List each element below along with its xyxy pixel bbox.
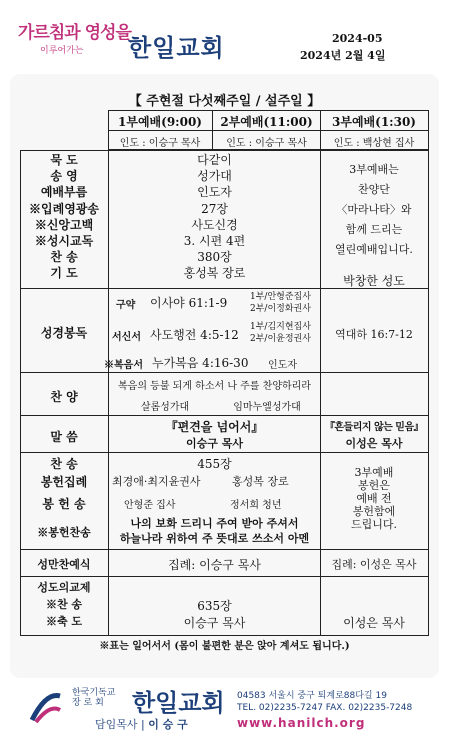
row-labels	[20, 152, 108, 282]
service-3-name: 3부예배(1:30)	[332, 115, 416, 129]
scripture-third: 역대하 16:7-12	[335, 328, 413, 341]
scripture-ep-tag: 서신서	[112, 332, 141, 343]
scripture-ot: 이사야 61:1-9	[150, 296, 228, 310]
sermon-preacher: 이승구 목사	[186, 437, 243, 450]
value-songyoung: 성가대	[197, 169, 232, 184]
communion-value: 집례: 이승구 목사	[168, 558, 261, 572]
label-mukdo: 묵 도	[50, 153, 78, 167]
value-responsive: 3. 시편 4편	[183, 234, 246, 249]
label-hymn3: ※찬 송	[45, 598, 83, 611]
anthem-title: 복음의 등불 되게 하소서 나 주를 찬양하리라	[118, 381, 311, 392]
label-fellowship: 성도의교제	[37, 581, 91, 594]
footer-denomination: 한국기독교 장 로 회	[72, 688, 116, 708]
label-songyoung: 송 영	[50, 169, 78, 184]
closing-labels	[20, 579, 108, 630]
label-responsive: ※성시교독	[34, 234, 94, 249]
label-call: 예배부름	[40, 185, 88, 200]
scripture-gospel-tag: ※복음서	[104, 360, 143, 371]
value-creed: 사도신경	[191, 217, 238, 232]
value-hymn1: 380장	[197, 250, 232, 265]
label-creed: ※신앙고백	[34, 217, 94, 232]
scripture-ot-readers: 1부/안형준집사 2부/이정화권사	[250, 292, 311, 314]
scripture-ep: 사도행전 4:5-12	[150, 328, 239, 342]
scripture-gospel: 누가복음 4:16-30	[152, 356, 249, 370]
offering-song-a: 안형준 집사	[124, 500, 176, 511]
third-service-note: 3부예배는 찬양단 〈마라나타〉와 함께 드리는 열린예배입니다.	[335, 163, 413, 256]
service-title: 【 주현절 다섯째주일 / 설주일 】	[128, 94, 321, 109]
closing-benediction: 이승구 목사	[183, 616, 246, 630]
sermon-third-preacher: 이성은 목사	[345, 437, 403, 450]
label-scripture: 성경봉독	[40, 326, 88, 340]
anthem-choir-2: 임마누엘성가대	[233, 402, 301, 413]
offering-song-b: 정서희 청년	[230, 500, 282, 511]
scripture-ep-readers: 1부/김지현집사 2부/이윤정권사	[250, 322, 311, 344]
offering-third-note: 3부예배 봉헌은 예배 전 봉헌함에 드립니다.	[350, 466, 397, 531]
footer-website-link[interactable]: www.hanilch.org	[237, 716, 366, 730]
label-communion: 성만찬예식	[37, 558, 91, 571]
hymn2-value: 455장	[197, 457, 232, 471]
label-offering-hymn: ※봉헌찬송	[37, 526, 91, 539]
service-3-lead: 인도 : 백상현 집사	[333, 138, 415, 149]
value-prayer: 홍성복 장로	[183, 266, 246, 281]
third-prayer: 박창한 성도	[343, 274, 405, 288]
footer-church-name: 한일교회	[132, 689, 225, 717]
standing-footnote: ※표는 일어서서 (몸이 불편한 분은 앉아 계셔도 됩니다.)	[99, 641, 350, 652]
label-offering-song: 봉 헌 송	[42, 497, 86, 511]
offering-labels	[20, 455, 108, 513]
offering-officiant-b: 홍성복 장로	[232, 475, 289, 488]
scripture-gospel-reader: 인도자	[268, 360, 297, 371]
communion-third: 집례: 이성은 목사	[331, 558, 417, 571]
footer-address: 04583 서울시 중구 퇴계로88다길 19	[237, 691, 387, 701]
label-benediction: ※축 도	[45, 615, 83, 628]
offering-officiant-a: 최경애·최지윤권사	[112, 475, 201, 488]
closing-third-benediction: 이성은 목사	[343, 616, 405, 630]
value-call: 인도자	[197, 185, 232, 200]
bulletin-date: 2024년 2월 4일	[300, 49, 386, 62]
row-values	[109, 152, 320, 282]
church-name-header: 한일교회	[128, 34, 225, 62]
service-1-name: 1부예배(9:00)	[118, 115, 202, 129]
label-prayer: 기 도	[50, 266, 78, 281]
label-anthem: 찬 양	[50, 390, 78, 404]
service-2-lead: 인도 : 이승구 목사	[226, 138, 307, 149]
label-sermon: 말 씀	[50, 430, 78, 444]
anthem-choir-1: 살롬성가대	[140, 402, 190, 413]
footer-pastor: 담임목사 | 이 승 구	[95, 718, 188, 731]
scripture-ot-tag: 구약	[116, 300, 136, 311]
label-offering-officiant: 봉헌집례	[40, 475, 88, 489]
label-doxology: ※입례영광송	[29, 201, 99, 216]
sermon-title: 『편견을 넘어서』	[165, 420, 264, 434]
service-1-lead: 인도 : 이승구 목사	[119, 138, 201, 149]
value-doxology: 27장	[201, 201, 228, 216]
slogan-sub: 이루어가는	[40, 46, 84, 56]
bulletin-number: 2024-05	[332, 32, 383, 45]
footer-phone: TEL. 02)2235-7247 FAX. 02)2235-7248	[237, 703, 413, 713]
offering-hymn-lyrics: 나의 보화 드리니 주여 받아 주셔서 하늘나라 위하여 주 뜻대로 쓰소서 아멘	[119, 517, 310, 545]
slogan-main: 가르침과 영성을	[18, 23, 131, 43]
closing-hymn: 635장	[197, 599, 232, 613]
label-hymn1: 찬 송	[50, 250, 78, 265]
church-logo-icon	[28, 690, 64, 726]
value-mukdo: 다같이	[197, 153, 232, 167]
label-hymn2: 찬 송	[50, 457, 78, 471]
sermon-third-title: 『흔들리지 않는 믿음』	[324, 422, 424, 433]
service-2-name: 2부예배(11:00)	[220, 115, 313, 129]
